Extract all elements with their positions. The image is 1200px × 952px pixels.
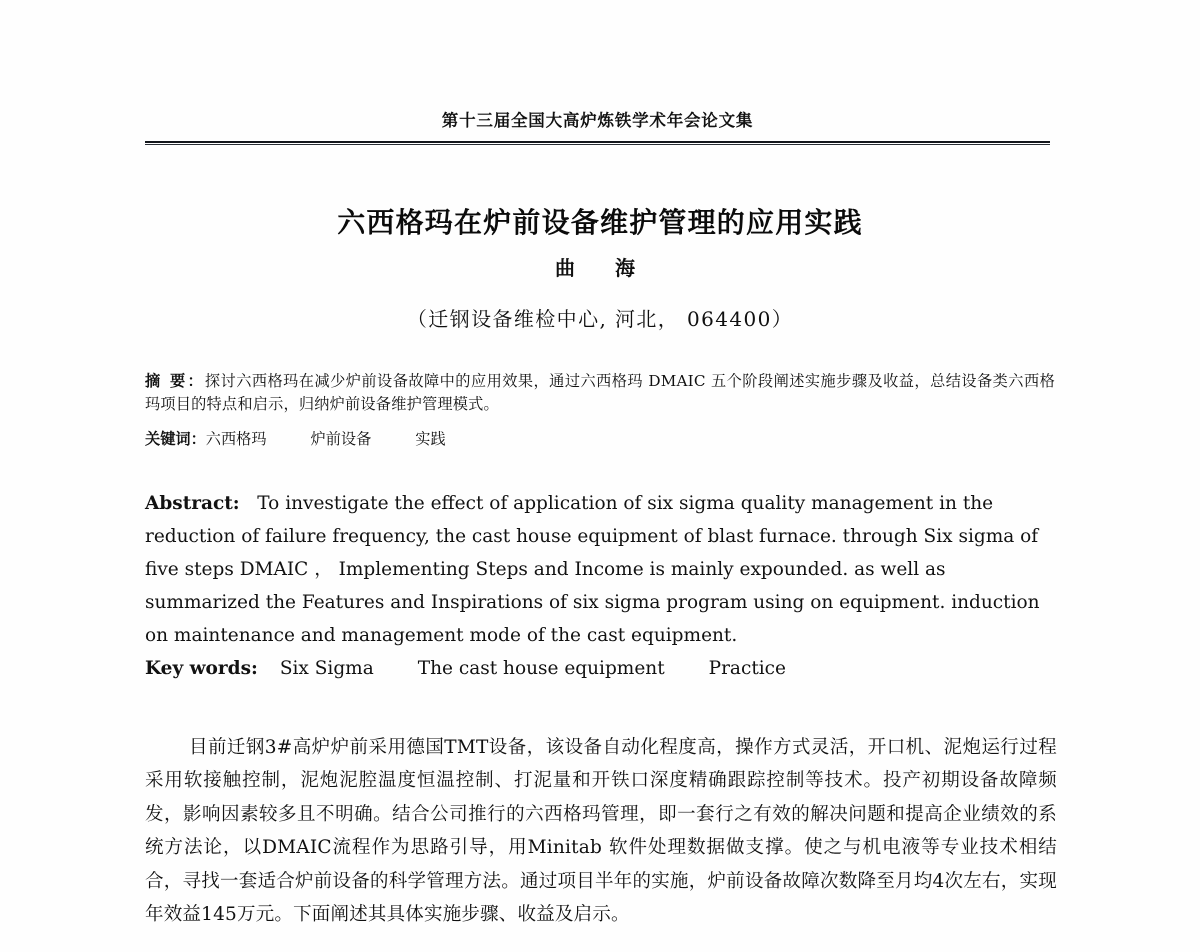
- english-abstract-text: To investigate the effect of application of six sigma quality management in the reduction of failure frequency, the cast house equipment of blast furnace. through Six sigma of five steps DMAIC ， Implementing Steps and Income is mainly expounded. as well as summarized the Features and Inspirations of six sigma program using on equipment. induction on maintenance and management mode of the cast equipment.: [145, 493, 1040, 646]
- author-name: 曲 海: [555, 256, 645, 280]
- chinese-keyword-item: 实践: [415, 430, 446, 448]
- running-header-title: 第十三届全国大高炉炼铁学术年会论文集: [441, 111, 754, 130]
- body-paragraph: 目前迁钢3#高炉炉前采用德国TMT设备，该设备自动化程度高，操作方式灵活，开口机、泥炮运行过程采用软接触控制，泥炮泥腔温度恒温控制、打泥量和开铁口深度精确跟踪控制等技术。投产初期设备故障频发，影响因素较多且不明确。结合公司推行的六西格玛管理，即一套行之有效的解决问题和提高企业绩效的系统方法论，以DMAIC流程作为思路引导，用Minitab 软件处理数据做支撑。使之与机电液等专业技术相结合，寻找一套适合炉前设备的科学管理方法。通过项目半年的实施，炉前设备故障次数降至月均4次左右，实现年效益145万元。下面阐述其具体实施步骤、收益及启示。: [145, 736, 1057, 925]
- english-keyword-item: Practice: [708, 658, 786, 679]
- chinese-keyword-item: 六西格玛: [205, 430, 267, 448]
- chinese-abstract-label: 摘 要：: [145, 372, 205, 390]
- english-abstract-label: Abstract:: [145, 493, 240, 514]
- english-keyword-item: The cast house equipment: [417, 658, 665, 679]
- header-divider-rule: [145, 141, 1050, 145]
- chinese-keywords-label: 关键词：: [145, 430, 206, 448]
- running-header: [145, 112, 1050, 130]
- english-abstract: [145, 487, 1057, 652]
- english-keywords-label: Key words:: [145, 658, 258, 679]
- page-title: 六西格玛在炉前设备维护管理的应用实践: [337, 205, 863, 239]
- chinese-abstract-text: 探讨六西格玛在减少炉前设备故障中的应用效果，通过六西格玛 DMAIC 五个阶段阐述实施步骤及收益，总结设备类六西格玛项目的特点和启示，归纳炉前设备维护管理模式。: [145, 372, 1055, 413]
- english-keywords: [145, 652, 1057, 685]
- author-affiliation: （迁钢设备维检中心, 河北， 064400）: [406, 307, 794, 331]
- chinese-abstract: [145, 370, 1055, 416]
- english-keyword-item: Six Sigma: [279, 658, 374, 679]
- chinese-keywords: [145, 428, 1055, 451]
- chinese-keyword-item: 炉前设备: [310, 430, 372, 448]
